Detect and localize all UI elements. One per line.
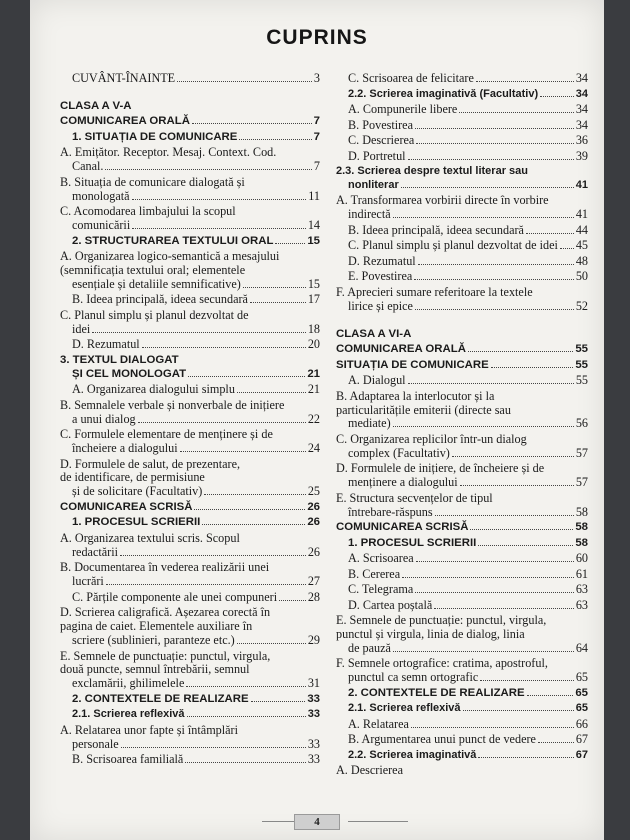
toc-page-number: 55 [575, 373, 588, 388]
toc-leader-dots [478, 545, 573, 546]
toc-entry [336, 552, 588, 566]
toc-leader-dots [408, 383, 574, 384]
toc-entry-text: D. Rezumatul [72, 337, 140, 352]
toc-entry-text: D. Portretul [348, 148, 406, 163]
toc-entry [60, 235, 320, 249]
toc-page-number: 55 [575, 358, 588, 371]
toc-leader-dots [459, 112, 573, 113]
toc-page-number: 56 [575, 416, 588, 431]
toc-entry [336, 537, 588, 551]
toc-page-number: 58 [575, 504, 588, 519]
toc-page-number: 15 [307, 276, 320, 291]
toc-entry [336, 343, 588, 357]
toc-entry [336, 702, 588, 716]
toc-leader-dots [411, 727, 574, 728]
toc-entry [60, 650, 320, 692]
toc-entry [60, 501, 320, 515]
toc-entry [60, 693, 320, 707]
book-page [30, 0, 604, 840]
toc-entry-text: lirice și epice [348, 298, 413, 313]
toc-leader-dots [415, 309, 574, 310]
toc-page-number: 7 [313, 130, 320, 143]
toc-entry [336, 224, 588, 238]
toc-entry-text: Canal. [72, 159, 104, 174]
toc-entry-text: și de solicitare (Facultativ) [72, 484, 203, 499]
toc-entry-text: A. Relatarea unor fapte și întâmplări [60, 722, 239, 737]
toc-entry-text: personale [72, 736, 119, 751]
toc-entry [60, 532, 320, 560]
toc-entry-text: idei [72, 321, 91, 336]
toc-leader-dots [435, 515, 574, 516]
toc-entry-text: C. Planul simplu și planul dezvoltat de idei [348, 238, 558, 253]
toc-page-number: 31 [307, 676, 320, 691]
toc-leader-dots [393, 426, 574, 427]
toc-entry-text: de identificare, de permisiune [60, 470, 205, 485]
toc-entry-text: 1. PROCESUL SCRIERII [348, 536, 477, 549]
toc-page-number: 60 [575, 551, 588, 566]
toc-entry-text: 2.1. Scrierea reflexivă [348, 702, 461, 715]
toc-leader-dots [491, 367, 574, 368]
toc-leader-dots [177, 81, 312, 82]
toc-page-number: 41 [575, 178, 588, 191]
toc-leader-dots [132, 199, 307, 200]
toc-leader-dots [251, 701, 306, 702]
toc-entry-text: esențiale și detaliile semnificative) [72, 276, 241, 291]
toc-entry-text: D. Cartea poștală [348, 597, 433, 612]
toc-entry [336, 119, 588, 133]
toc-page-number: 22 [307, 411, 320, 426]
toc-entry-text: B. Argumentarea unui punct de vedere [348, 732, 536, 747]
toc-entry-text: B. Cererea [348, 566, 401, 581]
toc-entry [60, 250, 320, 292]
toc-entry [60, 516, 320, 530]
toc-leader-dots [468, 351, 573, 352]
toc-leader-dots [401, 187, 574, 188]
toc-leader-dots [452, 456, 574, 457]
toc-entry-text: 2. CONTEXTELE DE REALIZARE [348, 686, 525, 699]
toc-entry [60, 338, 320, 352]
toc-entry [60, 753, 320, 767]
toc-entry-text: pagina de caiet. Elementele auxiliare în [60, 619, 253, 634]
toc-entry-text: F. Semnele ortografice: cratima, apostroful, [336, 656, 548, 671]
toc-leader-dots [186, 686, 305, 687]
toc-entry-text: 2.2. Scrierea imaginativă (Facultativ) [348, 87, 539, 100]
toc-leader-dots [476, 81, 574, 82]
toc-page-number: 28 [307, 589, 320, 604]
toc-entry-text: COMUNICAREA ORALĂ [60, 115, 190, 128]
toc-entry-text: F. Aprecieri sumare referitoare la textele [336, 284, 533, 299]
toc-entry-text: COMUNICAREA SCRISĂ [60, 500, 193, 513]
toc-leader-dots [402, 577, 574, 578]
toc-entry [336, 165, 588, 193]
toc-entry-text: ȘI CEL MONOLOGAT [72, 367, 187, 380]
toc-leader-dots [121, 747, 306, 748]
toc-page-number: 29 [307, 633, 320, 647]
toc-entry-text: A. Emițător. Receptor. Mesaj. Context. Cod. [60, 145, 277, 160]
toc-entry [336, 599, 588, 613]
toc-entry [60, 606, 320, 648]
toc-entry [60, 399, 320, 427]
toc-leader-dots [414, 279, 574, 280]
toc-leader-dots [526, 233, 574, 234]
toc-entry [60, 131, 320, 145]
toc-leader-dots [202, 524, 305, 525]
toc-entry [336, 328, 588, 342]
toc-page-number: 39 [575, 148, 588, 163]
toc-entry-text: E. Structura secvențelor de tipul [336, 490, 493, 505]
toc-page-number: 67 [575, 748, 588, 761]
toc-leader-dots [527, 695, 574, 696]
toc-entry [336, 433, 588, 461]
toc-entry-text: E. Semnele de punctuație: punctul, virgula, [336, 613, 547, 628]
toc-entry [336, 390, 588, 432]
toc-leader-dots [142, 347, 306, 348]
toc-column-right [336, 72, 588, 780]
toc-entry-text: D. Scrierea caligrafică. Așezarea corectă în [60, 605, 271, 620]
toc-leader-dots [415, 592, 574, 593]
toc-entry [336, 614, 588, 656]
toc-entry [336, 359, 588, 373]
toc-page-number: 26 [307, 516, 320, 529]
toc-page-number: 7 [313, 115, 320, 128]
toc-leader-dots [463, 710, 574, 711]
toc-leader-dots [560, 248, 574, 249]
toc-entry-text: lucrări [72, 574, 104, 589]
toc-entry [60, 146, 320, 174]
toc-leader-dots [415, 128, 574, 129]
toc-entry [60, 72, 320, 86]
toc-entry-text: a unui dialog [72, 411, 136, 426]
toc-entry-text: A. Dialogul [348, 373, 406, 388]
toc-entry-text: C. Părțile componente ale unei compuneri [72, 589, 278, 604]
toc-entry-text: A. Compunerile libere [348, 102, 458, 116]
toc-entry-text: de pauză [348, 640, 391, 655]
toc-leader-dots [460, 485, 574, 486]
toc-entry-text: 2. CONTEXTELE DE REALIZARE [72, 692, 249, 705]
toc-page-number: 34 [575, 117, 588, 132]
toc-leader-dots [540, 96, 574, 97]
toc-page-number: 63 [575, 597, 588, 612]
toc-page-number: 7 [313, 159, 320, 174]
toc-entry [336, 194, 588, 222]
toc-page-number: 27 [307, 574, 320, 589]
toc-entry-text: D. Formulele de salut, de prezentare, [60, 456, 241, 471]
toc-entry [336, 270, 588, 284]
toc-entry [60, 293, 320, 307]
toc-leader-dots [243, 287, 306, 288]
toc-page-number: 48 [575, 253, 588, 268]
toc-page-number: 55 [575, 343, 588, 356]
toc-leader-dots [434, 608, 574, 609]
toc-entry [336, 374, 588, 388]
toc-entry [60, 205, 320, 233]
toc-page-number: 65 [575, 702, 588, 715]
toc-entry [336, 462, 588, 490]
toc-entry-text: B. Semnalele verbale și nonverbale de inițiere [60, 397, 285, 412]
toc-entry-text: E. Povestirea [348, 269, 413, 284]
page-number: 4 [294, 814, 340, 830]
toc-entry-text: A. Organizarea dialogului simplu [72, 382, 235, 397]
toc-entry-text: E. Semnele de punctuație: punctul, virgula, [60, 648, 271, 663]
toc-page-number: 66 [575, 716, 588, 731]
toc-page-number: 15 [307, 234, 320, 247]
toc-entry-text: B. Situația de comunicare dialogată și [60, 174, 245, 189]
toc-entry [60, 561, 320, 589]
toc-page-number: 57 [575, 445, 588, 460]
toc-page-number: 33 [307, 752, 320, 767]
toc-entry-text: mediate) [348, 416, 391, 431]
toc-entry [60, 724, 320, 752]
toc-entry-text: B. Ideea principală, ideea secundară [72, 292, 248, 307]
toc-entry-text: 1. PROCESUL SCRIERII [72, 516, 201, 529]
toc-leader-dots [138, 422, 306, 423]
toc-entry-text: complex (Facultativ) [348, 445, 450, 460]
toc-entry-text: B. Scrisoarea familială [72, 752, 184, 767]
toc-entry-text: 2.3. Scrierea despre textul literar sau [336, 165, 528, 177]
toc-leader-dots [92, 332, 306, 333]
toc-entry-text: punctul ca semn ortografic [348, 670, 479, 685]
toc-entry-text: D. Formulele de inițiere, de încheiere și de [336, 461, 545, 476]
toc-entry-text: două puncte, semnul întrebării, semnul [60, 662, 250, 677]
toc-page-number: 21 [307, 367, 320, 380]
toc-page-number: 57 [575, 475, 588, 490]
toc-page-number: 45 [575, 238, 588, 253]
toc-column-left [60, 72, 320, 769]
toc-leader-dots [470, 529, 573, 530]
toc-page-number: 50 [575, 269, 588, 284]
toc-entry [336, 521, 588, 535]
page-footer [30, 814, 604, 828]
toc-leader-dots [185, 762, 305, 763]
toc-entry [60, 176, 320, 204]
toc-page-number: 52 [575, 298, 588, 313]
toc-page-number: 44 [575, 222, 588, 237]
toc-entry [336, 103, 588, 117]
toc-leader-dots [192, 123, 312, 124]
toc-leader-dots [418, 264, 574, 265]
toc-entry [60, 383, 320, 397]
toc-entry [336, 718, 588, 732]
toc-entry [336, 583, 588, 597]
toc-page-number: 65 [575, 670, 588, 685]
toc-entry-text: nonliterar [348, 178, 399, 191]
toc-entry [336, 733, 588, 747]
toc-entry [336, 687, 588, 701]
toc-page-number: 34 [575, 71, 588, 85]
toc-page-number: 21 [307, 382, 320, 397]
toc-entry-text: punctul și virgula, linia de dialog, linia [336, 627, 525, 642]
toc-entry [60, 309, 320, 337]
toc-entry [60, 458, 320, 500]
toc-entry-text: exclamării, ghilimelele [72, 676, 185, 691]
toc-entry-text: CLASA A V-A [60, 99, 132, 112]
toc-leader-dots [132, 228, 306, 229]
toc-leader-dots [408, 159, 574, 160]
toc-page-number: 3 [313, 71, 320, 85]
toc-entry-text: A. Scrisoarea [348, 551, 414, 566]
toc-entry-text: CUVÂNT-ÎNAINTE [72, 71, 176, 85]
toc-entry-text: B. Ideea principală, ideea secundară [348, 222, 524, 237]
page-title: CUPRINS [266, 26, 368, 49]
toc-page-number: 34 [575, 87, 588, 100]
toc-entry [336, 764, 588, 778]
toc-entry-text: C. Scrisoarea de felicitare [348, 71, 474, 85]
toc-leader-dots [478, 757, 573, 758]
toc-entry [336, 657, 588, 685]
toc-entry-text: indirectă [348, 207, 391, 222]
toc-leader-dots [416, 561, 574, 562]
toc-leader-dots [106, 584, 306, 585]
toc-entry [60, 354, 320, 382]
toc-entry-text: încheiere a dialogului [72, 441, 178, 456]
toc-entry [336, 749, 588, 763]
toc-entry-text: C. Planul simplu și planul dezvoltat de [60, 307, 249, 322]
toc-page-number: 33 [307, 708, 320, 721]
toc-leader-dots [180, 451, 306, 452]
toc-entry-text: B. Povestirea [348, 117, 413, 132]
footer-rule-right [348, 821, 408, 822]
toc-page-number: 11 [308, 188, 320, 203]
toc-entry-text: A. Descrierea [336, 763, 403, 778]
toc-entry [60, 100, 320, 114]
toc-page-number: 33 [307, 692, 320, 705]
toc-entry-text: C. Formulele elementare de menținere și de [60, 427, 273, 442]
toc-entry-text: menținere a dialogului [348, 475, 458, 490]
toc-leader-dots [187, 716, 306, 717]
toc-entry-text: COMUNICAREA SCRISĂ [336, 521, 469, 534]
toc-leader-dots [480, 680, 574, 681]
toc-leader-dots [237, 643, 306, 644]
toc-page-number: 18 [307, 321, 320, 336]
toc-entry-text: întrebare-răspuns [348, 504, 433, 519]
toc-page-number: 67 [575, 732, 588, 747]
toc-entry [60, 591, 320, 605]
toc-entry-text: A. Transformarea vorbirii directe în vorbire [336, 193, 549, 208]
toc-entry-text: 1. SITUAȚIA DE COMUNICARE [72, 130, 238, 143]
toc-leader-dots [250, 302, 306, 303]
toc-entry [336, 568, 588, 582]
toc-entry-text: (semnificația textului oral; elementele [60, 263, 246, 278]
toc-page-number: 26 [307, 500, 320, 513]
toc-page-number: 61 [575, 566, 588, 581]
toc-entry [60, 428, 320, 456]
toc-page-number: 34 [575, 102, 588, 116]
toc-leader-dots [416, 143, 573, 144]
toc-entry-text: CLASA A VI-A [336, 327, 412, 340]
toc-leader-dots [120, 555, 306, 556]
toc-page-number: 64 [575, 640, 588, 655]
toc-page-number: 26 [307, 544, 320, 559]
toc-entry [336, 88, 588, 102]
toc-entry-text: C. Acomodarea limbajului la scopul [60, 204, 236, 219]
toc-leader-dots [194, 509, 305, 510]
toc-leader-dots [204, 494, 306, 495]
toc-page-number: 58 [575, 521, 588, 534]
toc-entry-text: SITUAȚIA DE COMUNICARE [336, 358, 489, 371]
toc-page-number: 41 [575, 207, 588, 222]
toc-entry-text: comunicării [72, 218, 131, 233]
toc-page-number: 17 [307, 292, 320, 307]
toc-leader-dots [393, 651, 574, 652]
toc-leader-dots [239, 139, 311, 140]
toc-page-number: 36 [575, 133, 588, 147]
toc-leader-dots [393, 217, 574, 218]
toc-entry-text: C. Telegrama [348, 582, 414, 597]
toc-page-number: 58 [575, 536, 588, 549]
toc-entry [336, 255, 588, 269]
toc-entry-text: 2.2. Scrierea imaginativă [348, 748, 477, 761]
toc-page-number: 33 [307, 736, 320, 751]
toc-entry-text: COMUNICAREA ORALĂ [336, 343, 466, 356]
toc-entry-text: B. Documentarea în vederea realizării unei [60, 560, 270, 575]
toc-entry [336, 150, 588, 164]
toc-page-number: 25 [307, 484, 320, 499]
toc-entry-text: 3. TEXTUL DIALOGAT [60, 353, 179, 366]
toc-entry-text: 2.1. Scrierea reflexivă [72, 708, 185, 721]
toc-entry-text: A. Organizarea textului scris. Scopul [60, 530, 240, 545]
toc-page-number: 24 [307, 441, 320, 456]
toc-page-number: 63 [575, 582, 588, 597]
toc-entry [60, 708, 320, 722]
toc-entry [336, 492, 588, 520]
toc-entry-text: C. Organizarea replicilor într-un dialog [336, 431, 527, 446]
toc-entry-text: scriere (sublinieri, paranteze etc.) [72, 633, 235, 647]
toc-page-number: 65 [575, 686, 588, 699]
toc-entry [336, 72, 588, 86]
toc-leader-dots [275, 243, 305, 244]
toc-entry-text: monologată [72, 188, 130, 203]
toc-entry [336, 134, 588, 148]
toc-leader-dots [188, 376, 305, 377]
toc-entry-text: A. Organizarea logico-semantică a mesajului [60, 249, 280, 264]
toc-entry [336, 239, 588, 253]
toc-leader-dots [237, 392, 306, 393]
toc-entry [60, 115, 320, 129]
toc-entry-text: D. Rezumatul [348, 253, 416, 268]
toc-entry-text: redactării [72, 544, 119, 559]
toc-leader-dots [538, 742, 574, 743]
toc-leader-dots [105, 169, 311, 170]
toc-leader-dots [279, 600, 306, 601]
toc-entry-text: 2. STRUCTURAREA TEXTULUI ORAL [72, 234, 274, 247]
toc-entry-text: B. Adaptarea la interlocutor și la [336, 388, 495, 403]
toc-entry-text: C. Descrierea [348, 133, 415, 147]
toc-page-number: 20 [307, 337, 320, 352]
toc-entry-text: A. Relatarea [348, 716, 409, 731]
toc-page-number: 14 [307, 218, 320, 233]
toc-entry-text: particularitățile emiterii (directe sau [336, 402, 511, 417]
toc-entry [336, 286, 588, 314]
